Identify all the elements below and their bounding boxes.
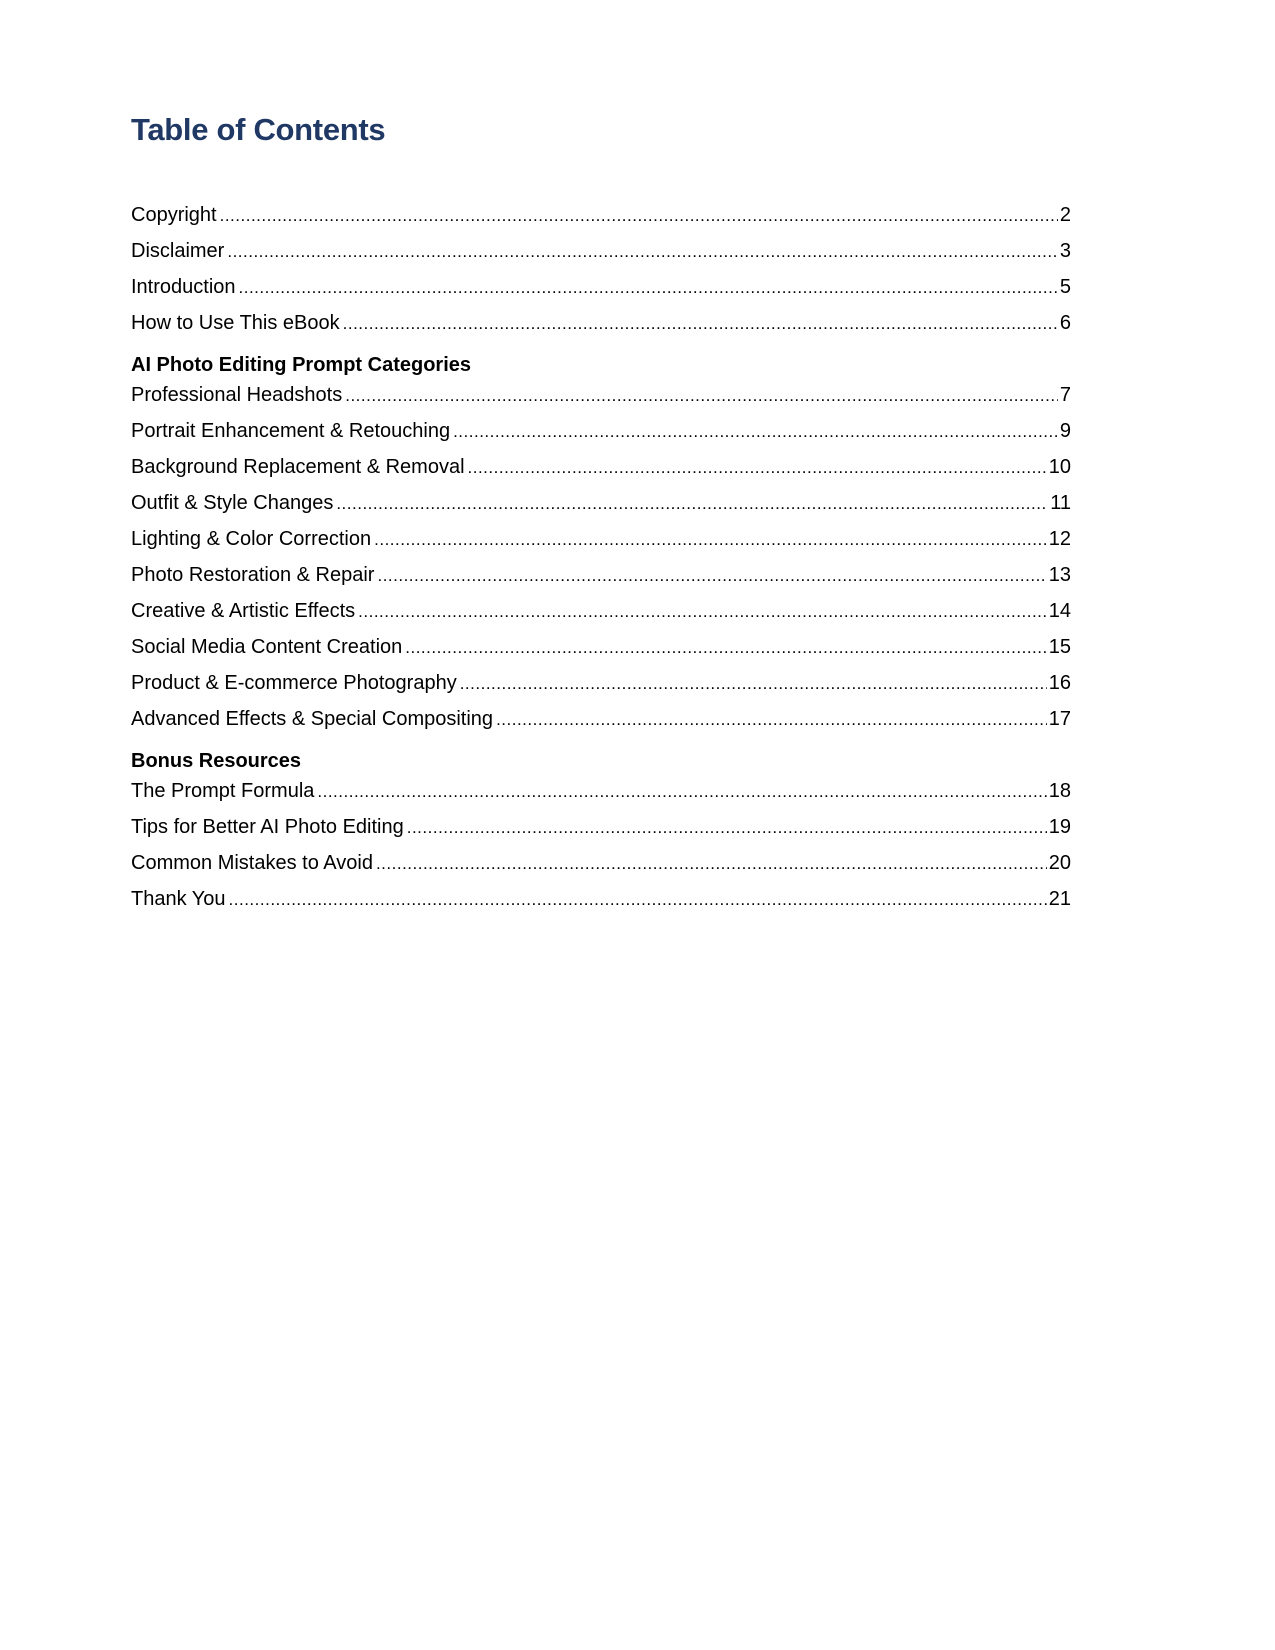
toc-entry-lighting-color[interactable] [131,521,1071,557]
toc-entry-title: Creative & Artistic Effects [131,600,356,622]
dot-leader [468,455,1047,480]
toc-list [131,197,1071,917]
dot-leader [377,563,1046,588]
dot-leader [343,311,1058,336]
toc-entry-page: 13 [1048,564,1071,586]
toc-entry-page: 15 [1048,636,1071,658]
toc-entry-outfit-style[interactable] [131,485,1071,521]
toc-entry-page: 19 [1048,816,1071,838]
section-heading-bonus: Bonus Resources [131,750,302,772]
toc-entry-thank-you[interactable] [131,881,1071,917]
toc-entry-tips[interactable] [131,809,1071,845]
toc-entry-title: Introduction [131,276,236,298]
dot-leader [407,815,1047,840]
dot-leader [336,491,1048,516]
toc-entry-prompt-formula[interactable] [131,773,1071,809]
dot-leader [374,527,1047,552]
toc-entry-page: 16 [1048,672,1071,694]
toc-entry-title: Disclaimer [131,240,225,262]
toc-entry-title: The Prompt Formula [131,780,315,802]
toc-entry-disclaimer[interactable] [131,233,1071,269]
toc-entry-portrait-enhancement[interactable] [131,413,1071,449]
dot-leader [345,383,1058,408]
dot-leader [220,203,1058,228]
toc-entry-title: Outfit & Style Changes [131,492,334,514]
dot-leader [317,779,1046,804]
toc-entry-advanced-effects[interactable] [131,701,1071,737]
toc-entry-page: 6 [1059,312,1071,334]
toc-entry-title: Tips for Better AI Photo Editing [131,816,404,838]
document-page [131,110,1071,917]
toc-entry-page: 11 [1050,492,1071,514]
dot-leader [405,635,1046,660]
toc-entry-title: Lighting & Color Correction [131,528,372,550]
dot-leader [460,671,1047,696]
toc-entry-common-mistakes[interactable] [131,845,1071,881]
dot-leader [496,707,1047,732]
toc-entry-background-replacement[interactable] [131,449,1071,485]
toc-entry-title: Product & E-commerce Photography [131,672,457,694]
toc-entry-photo-restoration[interactable] [131,557,1071,593]
toc-entry-title: Common Mistakes to Avoid [131,852,373,874]
toc-entry-product-ecommerce[interactable] [131,665,1071,701]
toc-entry-title: Copyright [131,204,217,226]
toc-entry-title: Advanced Effects & Special Compositing [131,708,494,730]
toc-entry-page: 9 [1059,420,1071,442]
toc-entry-page: 2 [1059,204,1071,226]
toc-entry-title: Social Media Content Creation [131,636,403,658]
toc-entry-page: 18 [1048,780,1071,802]
dot-leader [453,419,1058,444]
dot-leader [227,239,1058,264]
dot-leader [239,275,1058,300]
page-title: Table of Contents [131,112,386,147]
toc-entry-page: 5 [1059,276,1071,298]
toc-entry-professional-headshots[interactable] [131,377,1071,413]
section-heading-categories: AI Photo Editing Prompt Categories [131,354,472,376]
toc-entry-copyright[interactable] [131,197,1071,233]
toc-entry-page: 21 [1048,888,1071,910]
dot-leader [376,851,1047,876]
toc-entry-page: 20 [1048,852,1071,874]
toc-entry-page: 10 [1048,456,1071,478]
toc-entry-title: Professional Headshots [131,384,343,406]
toc-entry-page: 3 [1059,240,1071,262]
toc-entry-page: 12 [1048,528,1071,550]
toc-entry-title: Thank You [131,888,226,910]
toc-entry-page: 7 [1059,384,1071,406]
toc-entry-title: Portrait Enhancement & Retouching [131,420,451,442]
dot-leader [358,599,1047,624]
toc-entry-introduction[interactable] [131,269,1071,305]
toc-entry-creative-artistic[interactable] [131,593,1071,629]
toc-entry-how-to-use[interactable] [131,305,1071,341]
toc-entry-title: How to Use This eBook [131,312,340,334]
toc-entry-page: 17 [1048,708,1071,730]
toc-entry-page: 14 [1048,600,1071,622]
toc-entry-title: Photo Restoration & Repair [131,564,375,586]
toc-entry-social-media[interactable] [131,629,1071,665]
dot-leader [229,887,1047,912]
toc-entry-title: Background Replacement & Removal [131,456,465,478]
